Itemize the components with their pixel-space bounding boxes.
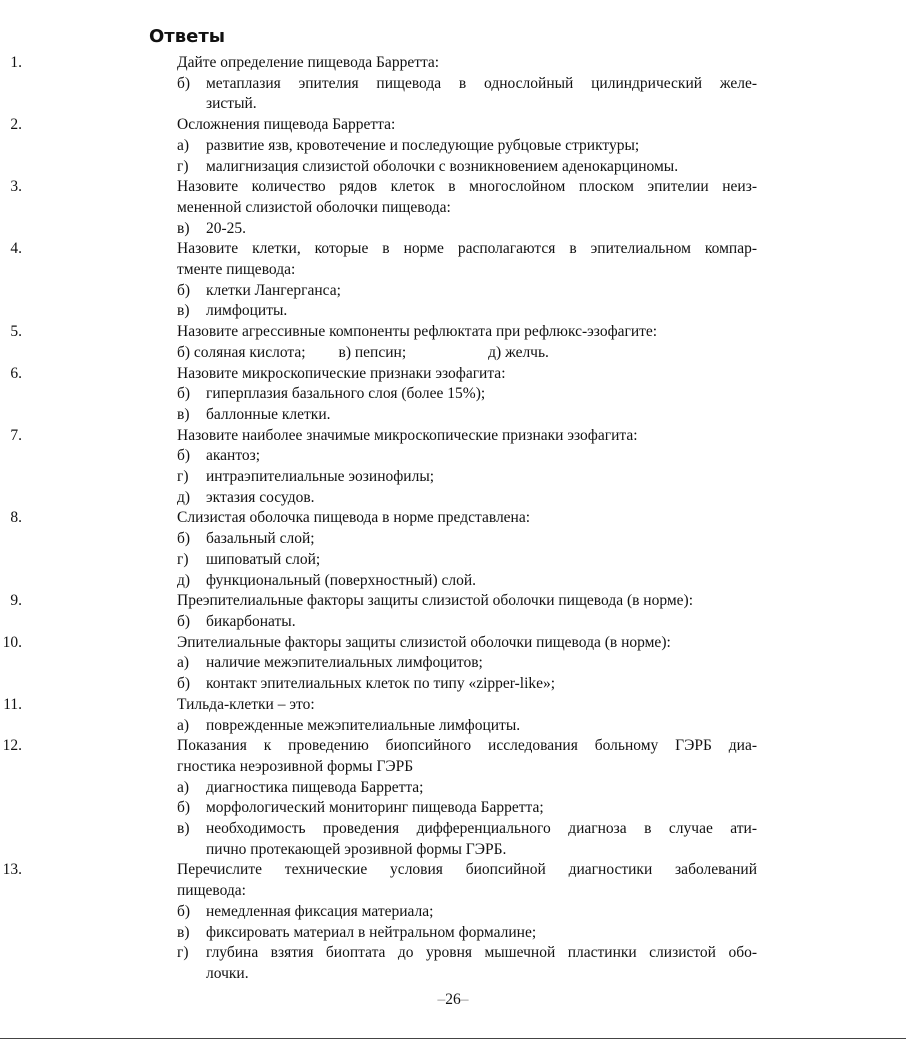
answer-option: [177, 281, 757, 302]
answer-text: необходимость проведения дифференциального диагноза в случае ати-: [206, 820, 757, 838]
answer-item: [0, 426, 757, 509]
inline-answer: д) желчь.: [488, 343, 549, 361]
answer-text: баллонные клетки.: [206, 405, 331, 423]
answer-letter: б): [177, 675, 191, 693]
answer-option: [177, 157, 757, 178]
inline-answers-row: [177, 343, 637, 364]
answer-text: бикарбонаты.: [206, 612, 296, 630]
answer-option: [177, 923, 757, 944]
item-number: 1.: [10, 54, 22, 71]
item-number: 7.: [10, 426, 22, 444]
item-number: 8.: [10, 509, 22, 527]
answer-option: [177, 384, 757, 405]
question-text: Назовите количество рядов клеток в многослойном плоском эпителии неиз-: [177, 178, 757, 196]
answer-item: [0, 591, 757, 632]
answer-text: немедленная фиксация материала;: [206, 902, 434, 920]
question-text: Показания к проведению биопсийного исследования больному ГЭРБ диа-: [177, 737, 757, 755]
answer-item: [0, 736, 757, 860]
answer-option: [177, 653, 757, 674]
item-number: 5.: [10, 323, 22, 341]
question-text: Перечислите технические условия биопсийной диагностики заболеваний: [177, 861, 757, 879]
answer-letter: а): [177, 654, 190, 672]
answer-item: [0, 508, 757, 591]
answer-option: [177, 819, 757, 860]
answer-letter: а): [177, 778, 190, 796]
answer-text: развитие язв, кровотечение и последующие рубцовые стриктуры;: [206, 136, 640, 154]
answer-option: [177, 74, 757, 115]
page-number-value: 26: [445, 991, 461, 1008]
answer-option: [177, 550, 757, 571]
answer-item: [0, 695, 757, 736]
answer-option: [177, 778, 757, 799]
question-text: Тильда-клетки – это:: [177, 695, 315, 713]
answer-letter: в): [177, 302, 190, 320]
answer-option: [177, 467, 757, 488]
bottom-rule: [0, 1038, 906, 1039]
answer-option: [177, 716, 757, 737]
answer-letter: б): [177, 530, 191, 548]
answer-text: акантоз;: [206, 447, 261, 465]
answer-letter: в): [177, 820, 190, 838]
answer-item: [0, 364, 757, 426]
item-number: 10.: [2, 633, 22, 651]
answer-text: лимфоциты.: [206, 302, 288, 320]
answer-letter: г): [177, 944, 189, 962]
item-number: 2.: [10, 116, 22, 134]
answer-item: [0, 177, 757, 239]
answer-letter: г): [177, 157, 189, 175]
answer-option: [177, 446, 757, 467]
answer-option: [177, 301, 757, 322]
inline-answer: б) соляная кислота;: [177, 343, 306, 361]
answers-list: [0, 53, 906, 985]
item-number: 13.: [2, 861, 22, 879]
answer-letter: г): [177, 550, 189, 568]
answer-letter: в): [177, 405, 190, 423]
answer-text: шиповатый слой;: [206, 550, 321, 568]
answer-text: поврежденные межэпителиальные лимфоциты.: [206, 716, 521, 734]
page-number-dash: –: [437, 991, 446, 1008]
answer-text: гиперплазия базального слоя (более 15%);: [206, 385, 486, 403]
question-text-continued: пищевода:: [177, 882, 246, 900]
answer-option: [177, 674, 757, 695]
question-text-continued: тменте пищевода:: [177, 261, 296, 279]
answer-option: [177, 798, 757, 819]
answer-option: [177, 571, 757, 592]
answer-letter: б): [177, 612, 191, 630]
answer-text: наличие межэпителиальных лимфоцитов;: [206, 654, 483, 672]
question-text: Назовите агрессивные компоненты рефлюктата при рефлюкс-эзофагите:: [177, 323, 658, 341]
page-heading: Ответы: [149, 26, 226, 47]
page-number: [0, 990, 906, 1010]
answer-option: [177, 529, 757, 550]
question-text: Назовите наиболее значимые микроскопические признаки эзофагита:: [177, 426, 638, 444]
answer-letter: б): [177, 902, 191, 920]
answer-text: фиксировать материал в нейтральном формалине;: [206, 923, 537, 941]
answer-text: эктазия сосудов.: [206, 488, 315, 506]
answer-item: [0, 115, 757, 177]
item-number: 11.: [3, 695, 22, 713]
answer-text-continued: пично протекающей эрозивной формы ГЭРБ.: [206, 840, 507, 858]
answer-letter: д): [177, 488, 191, 506]
question-text: Дайте определение пищевода Барретта:: [177, 54, 440, 71]
answer-letter: б): [177, 799, 191, 817]
item-number: 4.: [10, 240, 22, 258]
answer-option: [177, 219, 757, 240]
answer-option: [177, 488, 757, 509]
item-number: 12.: [2, 737, 22, 755]
answer-text: глубина взятия биоптата до уровня мышечной пластинки слизистой обо-: [206, 944, 757, 962]
question-text: Преэпителиальные факторы защиты слизистой оболочки пищевода (в норме):: [177, 592, 694, 610]
answer-text: малигнизация слизистой оболочки с возникновением аденокарциномы.: [206, 157, 679, 175]
item-number: 6.: [10, 364, 22, 382]
answer-letter: в): [177, 923, 190, 941]
answer-text: метаплазия эпителия пищевода в однослойный цилиндрический желе-: [206, 74, 757, 92]
answer-item: [0, 239, 757, 322]
answer-letter: г): [177, 468, 189, 486]
answer-text: интраэпителиальные эозинофилы;: [206, 468, 435, 486]
answer-option: [177, 943, 757, 984]
answer-option: [177, 405, 757, 426]
answer-text: морфологический мониторинг пищевода Барретта;: [206, 799, 544, 817]
answer-item: [0, 633, 757, 695]
question-text-continued: гностика неэрозивной формы ГЭРБ: [177, 757, 414, 775]
answer-text: базальный слой;: [206, 530, 315, 548]
answer-letter: д): [177, 571, 191, 589]
answer-text: контакт эпителиальных клеток по типу «zipper-like»;: [206, 675, 556, 693]
answer-text-continued: зистый.: [206, 95, 257, 113]
answer-text-continued: лочки.: [206, 964, 249, 982]
answer-option: [177, 612, 757, 633]
answer-letter: в): [177, 219, 190, 237]
question-text-continued: мененной слизистой оболочки пищевода:: [177, 198, 451, 216]
answer-text: клетки Лангерганса;: [206, 281, 341, 299]
answer-item: [0, 860, 757, 984]
question-text: Назовите клетки, которые в норме располагаются в эпителиальном компар-: [177, 240, 757, 258]
answer-letter: б): [177, 447, 191, 465]
question-text: Слизистая оболочка пищевода в норме представлена:: [177, 509, 531, 527]
item-number: 9.: [10, 592, 22, 610]
answer-letter: а): [177, 136, 190, 154]
question-text: Эпителиальные факторы защиты слизистой оболочки пищевода (в норме):: [177, 633, 671, 651]
answer-letter: б): [177, 74, 191, 92]
answer-option: [177, 902, 757, 923]
answer-letter: б): [177, 281, 191, 299]
page-number-dash: –: [460, 991, 469, 1008]
inline-answer: в) пепсин;: [338, 343, 407, 361]
answer-item: [0, 322, 757, 363]
answer-option: [177, 136, 757, 157]
question-text: Осложнения пищевода Барретта:: [177, 116, 396, 134]
item-number: 3.: [10, 178, 22, 196]
question-text: Назовите микроскопические признаки эзофагита:: [177, 364, 506, 382]
answer-text: функциональный (поверхностный) слой.: [206, 571, 477, 589]
answer-letter: б): [177, 385, 191, 403]
answer-text: диагностика пищевода Барретта;: [206, 778, 424, 796]
answer-text: 20-25.: [206, 219, 247, 237]
answer-item: [0, 53, 757, 115]
answer-letter: а): [177, 716, 190, 734]
